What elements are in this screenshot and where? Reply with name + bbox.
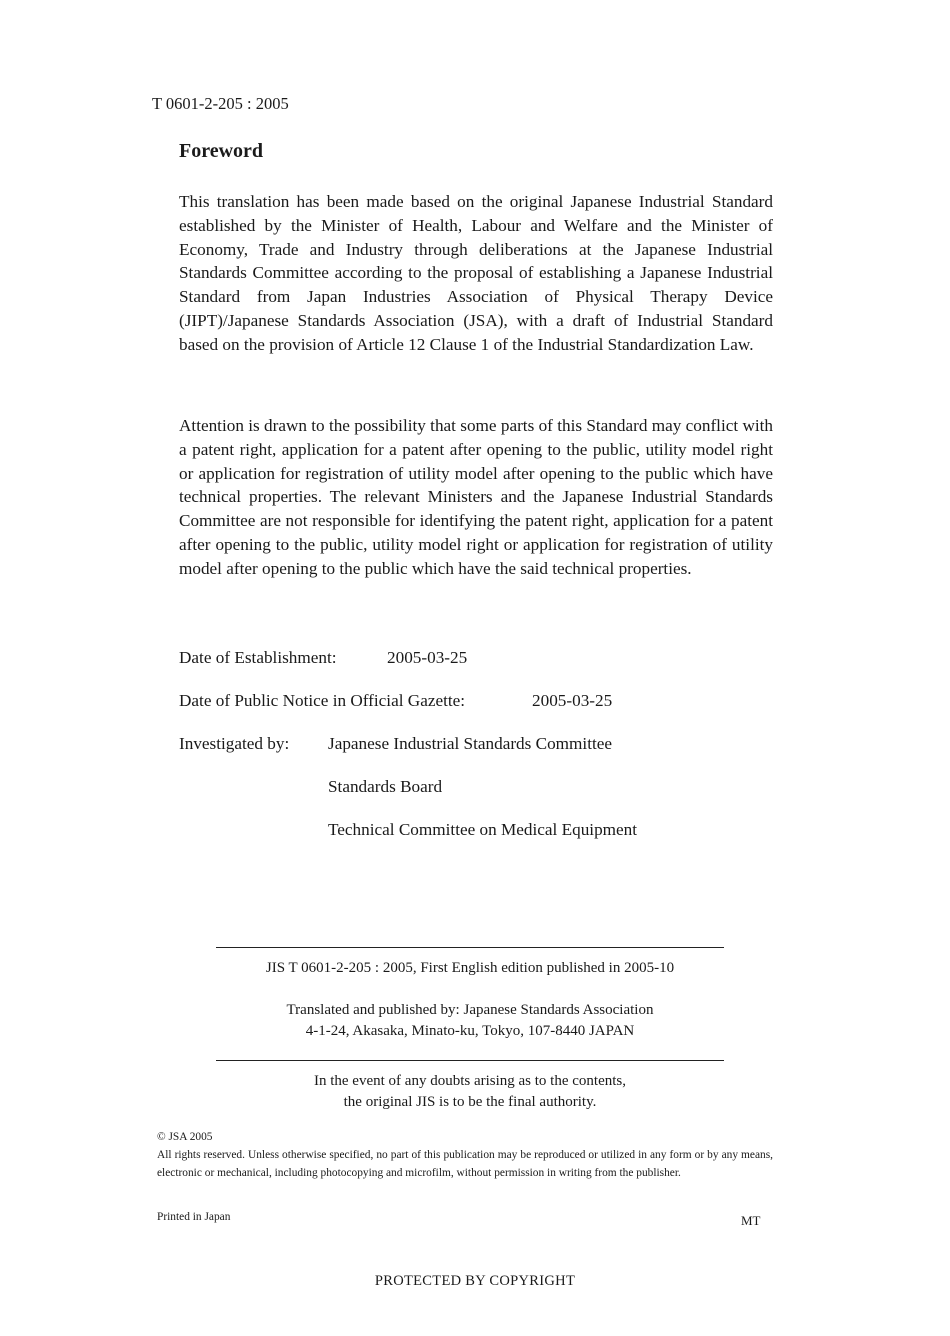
gazette-date-value: 2005-03-25 [532, 691, 613, 710]
document-code: T 0601-2-205 : 2005 [152, 94, 289, 113]
initials: MT [741, 1213, 761, 1228]
publisher-address: 4-1-24, Akasaka, Minato-ku, Tokyo, 107-8440 JAPAN [305, 1023, 635, 1039]
copyright-footer: PROTECTED BY COPYRIGHT [374, 1273, 576, 1289]
rights-statement: All rights reserved. Unless otherwise specified, no part of this publication may be reproduced or utilized in any form or by any means, electronic or mechanical, including photocopying and microfilm, without permission in writing from the publisher. [157, 1149, 773, 1179]
publisher-line: Translated and published by: Japanese Standards Association [286, 1002, 654, 1018]
investigator-line: Japanese Industrial Standards Committee [328, 734, 613, 753]
investigator-line: Technical Committee on Medical Equipment [328, 820, 638, 839]
copyright-notice: © JSA 2005 [157, 1131, 213, 1143]
establishment-date-label: Date of Establishment: [179, 648, 337, 667]
authority-line: In the event of any doubts arising as to the contents, [313, 1073, 626, 1089]
establishment-date-value: 2005-03-25 [387, 648, 468, 667]
foreword-title: Foreword [179, 140, 264, 162]
foreword-paragraph-2: Attention is drawn to the possibility that some parts of this Standard may conflict with a patent right, application for a patent after opening to the public, utility model right or application for registration of utility model after opening to the public which have technical properties. The relevant Ministers and the Japanese Industrial Standards Committee are not responsible for identifying the patent right, application for a patent after opening to the public, utility model right or application for registration of utility model after opening to the public which have the said technical properties. [179, 416, 773, 578]
foreword-paragraph-1: This translation has been made based on the original Japanese Industrial Standard established by the Minister of Health, Labour and Welfare and the Minister of Economy, Trade and Industry through deliberations at the Japanese Industrial Standards Committee according to the proposal of establishing a Japanese Industrial Standard from Japan Industries Association of Physical Therapy Device (JIPT)/Japanese Standards Association (JSA), with a draft of Industrial Standard based on the provision of Article 12 Clause 1 of the Industrial Standardization Law. [179, 192, 773, 354]
investigator-line: Standards Board [328, 777, 443, 796]
investigated-by-label: Investigated by: [179, 734, 290, 753]
edition-line: JIS T 0601-2-205 : 2005, First English edition published in 2005-10 [265, 960, 675, 976]
divider [216, 947, 724, 948]
authority-line: the original JIS is to be the final authority. [343, 1094, 597, 1110]
printed-in: Printed in Japan [157, 1211, 231, 1223]
gazette-date-label: Date of Public Notice in Official Gazette: [179, 691, 466, 710]
divider [216, 1060, 724, 1061]
